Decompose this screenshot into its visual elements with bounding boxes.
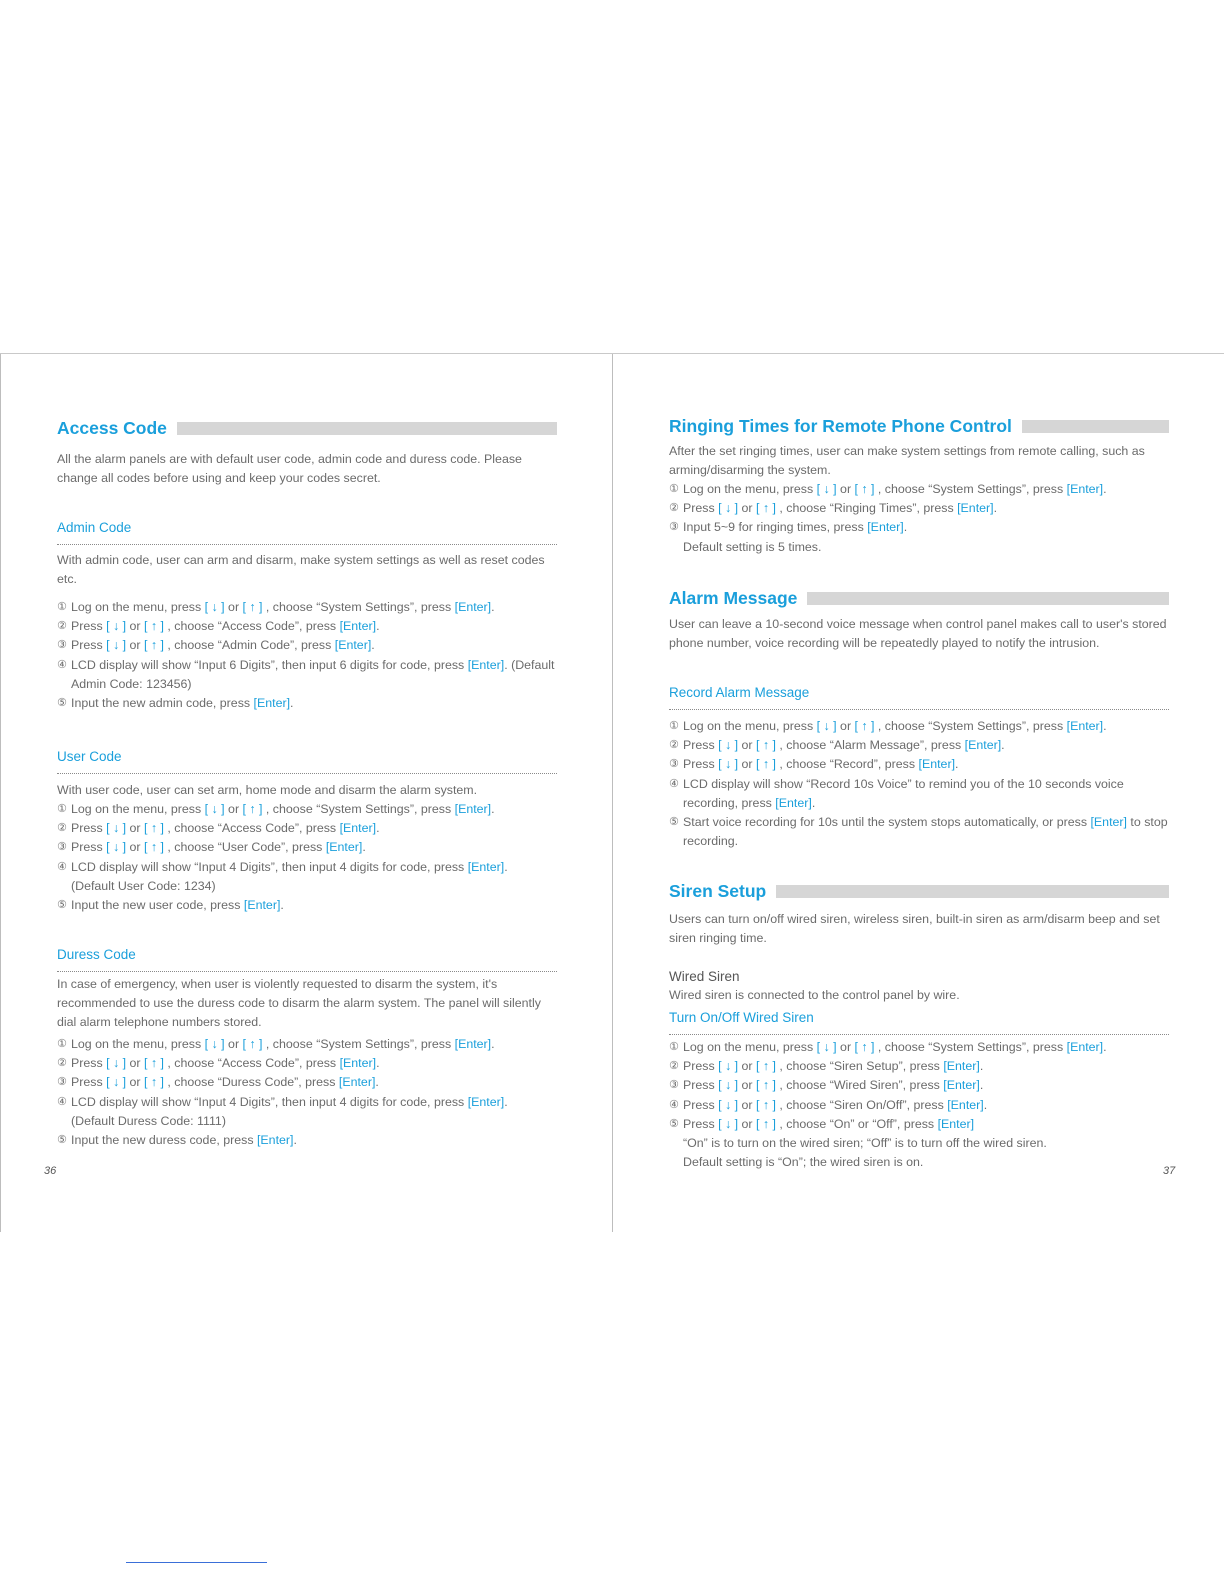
step-note: Default setting is “On”; the wired siren is on.: [683, 1155, 924, 1170]
step-text: .: [1001, 738, 1005, 753]
step-item: [57, 1093, 557, 1131]
step-text: , choose “System Settings”, press: [262, 1037, 455, 1051]
step-number: ①: [669, 483, 679, 495]
step-item: [669, 755, 1169, 774]
step-item: [669, 499, 1169, 518]
ringing-times-intro: After the set ringing times, user can make system settings from remote calling, such as arming/disarming the system.: [669, 444, 1145, 478]
enter-key-label: [Enter]: [1066, 1040, 1104, 1054]
user-code-steps: [57, 800, 557, 915]
turn-onoff-subheading: Turn On/Off Wired Siren: [669, 1010, 1169, 1035]
step-text: or: [738, 1078, 756, 1093]
step-text: Press: [71, 638, 107, 653]
down-key-label: [ ↓ ]: [718, 738, 739, 753]
step-text: or: [836, 719, 855, 733]
down-key-label: [ ↓ ]: [204, 600, 225, 614]
step-number: ④: [57, 860, 67, 873]
enter-key-label: [Enter]: [918, 757, 956, 772]
enter-key-label: [Enter]: [467, 657, 505, 672]
step-text: , choose “On” or “Off”, press: [775, 1116, 938, 1131]
alarm-message-intro: User can leave a 10-second voice message when control panel makes call to user's stored phone number, voice recording will be repeatedly played to notify the intrusion.: [669, 617, 1167, 651]
step-number: ②: [57, 822, 67, 835]
step-text: , choose “System Settings”, press: [874, 719, 1067, 733]
duress-code-intro: In case of emergency, when user is violently requested to disarm the system, it's recommended to use the duress code to disarm the alarm system. The panel will silently dial alarm telephone numbers stored.: [57, 977, 541, 1030]
step-number: ③: [57, 639, 67, 652]
manual-spread: [0, 353, 1224, 1232]
user-code-subheading: User Code: [57, 749, 557, 774]
step-text: Input the new user code, press: [71, 898, 244, 913]
left-edge-line: [0, 354, 1, 1232]
admin-code-subheading: Admin Code: [57, 520, 557, 545]
step-text: LCD display will show “Input 6 Digits”, then input 6 digits for code, press: [71, 657, 468, 672]
enter-key-label: [Enter]: [775, 795, 812, 810]
step-text: or: [738, 1097, 756, 1112]
duress-code-steps: [57, 1035, 557, 1150]
step-text: .: [979, 1059, 984, 1074]
step-text: , choose “Access Code”, press: [163, 1056, 340, 1071]
step-text: Press: [683, 1078, 719, 1093]
section-title: Siren Setup: [669, 881, 767, 901]
ringing-times-heading: [669, 416, 1169, 437]
down-key-label: [ ↓ ]: [718, 1116, 739, 1131]
step-item: [57, 694, 557, 713]
step-text: or: [126, 1056, 144, 1071]
step-number: ③: [669, 1079, 679, 1092]
step-item: [57, 819, 557, 838]
step-text: Press: [683, 757, 719, 772]
wired-siren-subheading: Wired Siren: [669, 969, 740, 984]
step-text: Log on the menu, press: [71, 600, 205, 614]
step-text: Log on the menu, press: [683, 719, 817, 733]
enter-key-label: [Enter]: [256, 1133, 294, 1148]
step-text: or: [126, 821, 144, 836]
step-text: Log on the menu, press: [71, 1037, 205, 1051]
step-text: .: [376, 619, 380, 634]
enter-key-label: [Enter]: [339, 821, 377, 836]
step-text: , choose “System Settings”, press: [262, 600, 455, 614]
up-key-label: [ ↑ ]: [144, 619, 164, 634]
step-text: .: [376, 821, 380, 836]
enter-key-label: [Enter]: [957, 501, 994, 516]
step-number: ②: [57, 1057, 67, 1070]
step-text: Log on the menu, press: [683, 1040, 817, 1054]
step-number: ⑤: [669, 816, 679, 829]
enter-key-label: [Enter]: [325, 840, 363, 855]
step-item: [57, 656, 557, 694]
step-number: ③: [57, 841, 67, 854]
step-number: ④: [57, 1095, 67, 1108]
step-item: [669, 1038, 1169, 1057]
down-key-label: [ ↓ ]: [106, 1075, 127, 1090]
step-text: or: [224, 600, 243, 614]
step-item: [669, 480, 1169, 499]
down-key-label: [ ↓ ]: [204, 1037, 225, 1051]
siren-setup-heading: [669, 881, 1169, 902]
step-number: ④: [669, 1098, 679, 1111]
up-key-label: [ ↑ ]: [144, 1075, 164, 1090]
step-text: or: [126, 638, 144, 653]
step-text: .: [362, 840, 366, 855]
heading-bar: [177, 422, 557, 435]
down-key-label: [ ↓ ]: [816, 1040, 837, 1054]
footer-line: [126, 1562, 267, 1563]
step-item: [57, 858, 557, 896]
step-text: , choose “Ringing Times”, press: [775, 501, 958, 516]
step-text: .: [375, 1075, 379, 1090]
page-number-left: 36: [44, 1165, 57, 1177]
step-number: ①: [669, 720, 679, 732]
up-key-label: [ ↑ ]: [756, 1116, 776, 1131]
ringing-times-steps: [669, 480, 1169, 557]
enter-key-label: [Enter]: [964, 738, 1002, 753]
user-code-intro: With user code, user can set arm, home mode and disarm the alarm system.: [57, 783, 478, 797]
up-key-label: [ ↑ ]: [854, 719, 875, 733]
enter-key-label: [Enter]: [467, 859, 505, 874]
step-text: or: [836, 1040, 855, 1054]
step-text: , choose “Record”, press: [775, 757, 919, 772]
step-text: , choose “System Settings”, press: [874, 1040, 1067, 1054]
step-number: ①: [57, 1038, 67, 1050]
step-item: [669, 775, 1169, 813]
admin-code-steps: [57, 598, 557, 713]
down-key-label: [ ↓ ]: [816, 482, 837, 496]
page-number-right: 37: [1163, 1165, 1176, 1177]
center-fold-line: [612, 354, 613, 1232]
step-number: ⑤: [669, 1117, 679, 1130]
step-item: [57, 1073, 557, 1092]
enter-key-label: [Enter]: [947, 1097, 984, 1112]
step-item: [57, 636, 557, 655]
step-item: [57, 1131, 557, 1150]
step-text: .: [376, 1056, 380, 1071]
enter-key-label: [Enter]: [467, 1094, 505, 1109]
wired-siren-desc: Wired siren is connected to the control panel by wire.: [669, 988, 960, 1002]
step-text: . (Default Admin Code: 123456): [71, 657, 555, 691]
enter-key-label: [Enter]: [1066, 719, 1104, 733]
step-text: , choose “System Settings”, press: [874, 482, 1067, 496]
enter-key-label: [Enter]: [943, 1059, 980, 1074]
step-item: [57, 800, 557, 819]
up-key-label: [ ↑ ]: [756, 738, 776, 753]
access-code-intro: All the alarm panels are with default user code, admin code and duress code. Please change all codes before using and keep your codes secret.: [57, 452, 522, 486]
step-item: [669, 717, 1169, 736]
step-text: .: [1103, 482, 1107, 496]
step-text: , choose “Siren Setup”, press: [775, 1059, 944, 1074]
step-text: or: [126, 619, 144, 634]
step-text: , choose “Siren On/Off”, press: [775, 1097, 948, 1112]
record-alarm-subheading: Record Alarm Message: [669, 685, 1169, 710]
step-text: , choose “Alarm Message”, press: [775, 738, 965, 753]
enter-key-label: [Enter]: [338, 1075, 376, 1090]
step-text: Press: [71, 619, 107, 634]
step-text: Log on the menu, press: [683, 482, 817, 496]
up-key-label: [ ↑ ]: [242, 600, 263, 614]
step-number: ④: [57, 658, 67, 671]
enter-key-label: [Enter]: [937, 1116, 975, 1131]
up-key-label: [ ↑ ]: [756, 1078, 776, 1093]
step-number: ④: [669, 777, 679, 790]
step-text: .: [491, 802, 495, 816]
step-item: [669, 1076, 1169, 1095]
enter-key-label: [Enter]: [334, 638, 372, 653]
enter-key-label: [Enter]: [1090, 815, 1127, 830]
step-text: Log on the menu, press: [71, 802, 205, 816]
up-key-label: [ ↑ ]: [242, 802, 263, 816]
step-item: [57, 1035, 557, 1054]
step-text: LCD display will show “Record 10s Voice” to remind you of the 10 seconds voice recording, press: [683, 776, 1124, 810]
step-number: ②: [669, 502, 679, 515]
step-number: ②: [669, 1060, 679, 1073]
step-text: .: [979, 1078, 984, 1093]
admin-code-intro: With admin code, user can arm and disarm, make system settings as well as reset codes etc.: [57, 553, 545, 587]
step-item: [669, 736, 1169, 755]
step-item: [669, 1115, 1169, 1173]
step-number: ⑤: [57, 697, 67, 710]
step-note: “On” is to turn on the wired siren; “Off” is to turn off the wired siren.: [683, 1136, 1047, 1151]
up-key-label: [ ↑ ]: [144, 821, 164, 836]
step-text: Start voice recording for 10s until the system stops automatically, or press: [683, 815, 1091, 830]
step-text: .: [491, 1037, 495, 1051]
step-text: Press: [71, 821, 107, 836]
down-key-label: [ ↓ ]: [718, 1097, 739, 1112]
step-number: ②: [57, 620, 67, 633]
step-text: , choose “Wired Siren”, press: [775, 1078, 944, 1093]
step-text: or: [738, 501, 756, 516]
enter-key-label: [Enter]: [1066, 482, 1104, 496]
down-key-label: [ ↓ ]: [718, 1059, 739, 1074]
up-key-label: [ ↑ ]: [144, 638, 164, 653]
step-text: .: [504, 859, 508, 874]
step-text: LCD display will show “Input 4 Digits”, then input 4 digits for code, press: [71, 1094, 468, 1109]
step-number: ①: [57, 803, 67, 815]
step-item: [669, 1096, 1169, 1115]
step-text: LCD display will show “Input 4 Digits”, then input 4 digits for code, press: [71, 859, 468, 874]
step-text: .: [1103, 719, 1107, 733]
down-key-label: [ ↓ ]: [106, 638, 127, 653]
step-number: ③: [669, 758, 679, 771]
step-text: , choose “Access Code”, press: [163, 821, 340, 836]
step-text: Press: [683, 738, 719, 753]
step-text: Press: [683, 501, 719, 516]
step-text: .: [811, 795, 816, 810]
step-number: ③: [57, 1076, 67, 1089]
step-text: or: [836, 482, 855, 496]
step-text: Press: [683, 1059, 719, 1074]
step-text: .: [293, 1133, 297, 1148]
down-key-label: [ ↓ ]: [816, 719, 837, 733]
step-text: .: [504, 1094, 508, 1109]
step-item: [669, 813, 1169, 851]
step-text: or: [738, 738, 756, 753]
step-item: [57, 617, 557, 636]
alarm-message-heading: [669, 588, 1169, 609]
step-note: (Default User Code: 1234): [71, 878, 216, 893]
section-title: Access Code: [57, 418, 167, 438]
step-text: Press: [71, 1075, 107, 1090]
step-item: [57, 896, 557, 915]
step-text: or: [224, 802, 243, 816]
step-item: [57, 598, 557, 617]
step-text: to stop recording.: [683, 815, 1168, 849]
step-text: or: [224, 1037, 243, 1051]
step-text: or: [738, 1059, 756, 1074]
step-number: ⑤: [57, 1134, 67, 1147]
enter-key-label: [Enter]: [243, 898, 281, 913]
up-key-label: [ ↑ ]: [756, 1059, 776, 1074]
step-item: [57, 838, 557, 857]
down-key-label: [ ↓ ]: [106, 821, 127, 836]
down-key-label: [ ↓ ]: [106, 1056, 127, 1071]
step-text: .: [290, 696, 294, 711]
enter-key-label: [Enter]: [454, 1037, 492, 1051]
heading-bar: [807, 592, 1169, 605]
step-number: ⑤: [57, 899, 67, 912]
down-key-label: [ ↓ ]: [718, 1078, 739, 1093]
siren-setup-intro: Users can turn on/off wired siren, wireless siren, built-in siren as arm/disarm beep and set siren ringing time.: [669, 912, 1160, 946]
section-title: Alarm Message: [669, 588, 798, 608]
enter-key-label: [Enter]: [454, 600, 492, 614]
up-key-label: [ ↑ ]: [242, 1037, 263, 1051]
step-text: .: [993, 501, 998, 516]
step-text: or: [126, 840, 144, 855]
step-text: Input 5~9 for ringing times, press: [683, 520, 868, 535]
down-key-label: [ ↓ ]: [204, 802, 225, 816]
up-key-label: [ ↑ ]: [854, 482, 875, 496]
step-text: Input the new admin code, press: [71, 696, 254, 711]
enter-key-label: [Enter]: [339, 619, 377, 634]
heading-bar: [1022, 420, 1169, 433]
enter-key-label: [Enter]: [454, 802, 492, 816]
step-text: .: [983, 1097, 988, 1112]
step-text: or: [738, 1116, 756, 1131]
up-key-label: [ ↑ ]: [756, 501, 776, 516]
record-alarm-steps: [669, 717, 1169, 851]
step-number: ②: [669, 739, 679, 752]
step-number: ③: [669, 521, 679, 534]
enter-key-label: [Enter]: [867, 520, 904, 535]
enter-key-label: [Enter]: [253, 696, 291, 711]
step-note: (Default Duress Code: 1111): [71, 1113, 226, 1128]
down-key-label: [ ↓ ]: [718, 757, 739, 772]
duress-code-subheading: Duress Code: [57, 947, 557, 972]
step-text: .: [280, 898, 284, 913]
step-item: [669, 1057, 1169, 1076]
step-text: , choose “Duress Code”, press: [163, 1075, 339, 1090]
step-text: , choose “System Settings”, press: [262, 802, 455, 816]
step-text: , choose “User Code”, press: [163, 840, 326, 855]
step-text: .: [955, 757, 959, 772]
step-text: Press: [683, 1116, 719, 1131]
step-text: or: [738, 757, 756, 772]
up-key-label: [ ↑ ]: [144, 840, 164, 855]
up-key-label: [ ↑ ]: [756, 1097, 776, 1112]
up-key-label: [ ↑ ]: [854, 1040, 875, 1054]
step-text: Press: [71, 1056, 107, 1071]
step-text: , choose “Admin Code”, press: [163, 638, 335, 653]
step-text: .: [1103, 1040, 1107, 1054]
step-text: or: [126, 1075, 144, 1090]
section-title: Ringing Times for Remote Phone Control: [669, 416, 1012, 436]
heading-bar: [776, 885, 1169, 898]
step-item: [669, 518, 1169, 556]
step-text: Press: [683, 1097, 719, 1112]
step-note: Default setting is 5 times.: [683, 539, 822, 554]
step-text: Input the new duress code, press: [71, 1133, 257, 1148]
down-key-label: [ ↓ ]: [718, 501, 739, 516]
step-text: Press: [71, 840, 107, 855]
down-key-label: [ ↓ ]: [106, 840, 127, 855]
up-key-label: [ ↑ ]: [144, 1056, 164, 1071]
turn-onoff-steps: [669, 1038, 1169, 1172]
step-number: ①: [669, 1041, 679, 1053]
step-number: ①: [57, 601, 67, 613]
down-key-label: [ ↓ ]: [106, 619, 127, 634]
enter-key-label: [Enter]: [943, 1078, 980, 1093]
access-code-heading: [57, 418, 557, 439]
step-text: .: [491, 600, 495, 614]
step-text: .: [371, 638, 375, 653]
step-item: [57, 1054, 557, 1073]
step-text: , choose “Access Code”, press: [163, 619, 340, 634]
step-text: .: [903, 520, 908, 535]
enter-key-label: [Enter]: [339, 1056, 377, 1071]
up-key-label: [ ↑ ]: [756, 757, 776, 772]
